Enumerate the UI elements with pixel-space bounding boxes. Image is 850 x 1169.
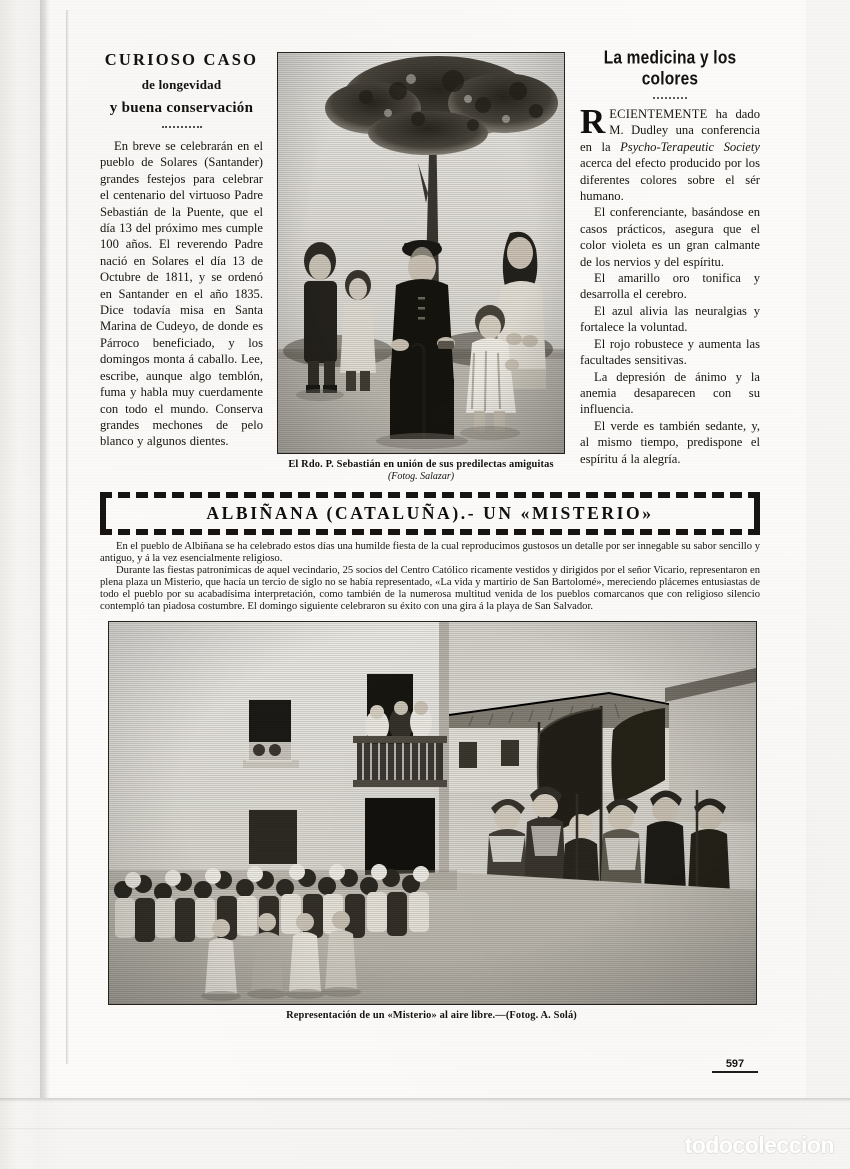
right-article-title: La medicina y los colores [603,48,737,90]
photo-misterio [108,621,757,1005]
caption-text: Representación de un «Misterio» al aire libre.—(Fotog. A. Solá) [286,1010,577,1022]
balcony-figures [365,701,432,742]
sheet-bottom-edge [0,1098,850,1102]
left-heading-line1: CURIOSO CASO [104,50,259,69]
photo-priest-caption [277,459,565,482]
photo-priest-image [278,53,565,453]
left-article-paragraph: En breve se celebrarán en el pueblo de Solares (Santander) grandes festejos para celebrar el centenario del virtuoso Padre Sebastián de la Puente, que el día 13 del próximo mes cumple 100 años. El reverendo Padre nació en Solares el día 13 de Octubre de 1811, y se ordenó en Santander en el año 1835. Dice todavía misa en Santa Marina de Cudeyo, de donde es Párroco beneficiado, y los domingos monta á caballo. Lee, escribe, aunque algo temblón, fuma y habla muy cuerdamente con todo el mundo. Conserva grandes mechones de pelo blanco y algunos dientes. [100,139,263,449]
ornament-rule [162,126,202,128]
photo-misterio-image [109,622,756,1004]
page-number-rule [712,1071,758,1073]
right-paragraph: El amarillo oro tonifica y desarrolla el cerebro. [580,271,760,302]
right-article-body [580,102,760,467]
left-article-body [100,138,263,450]
left-column [100,46,263,450]
page-number [712,1058,758,1073]
figure-child-behind [340,270,376,391]
section-banner-title: ALBIÑANA (CATALUÑA).- UN «MISTERIO» [206,503,654,523]
right-column [580,46,760,467]
left-heading-line2: de longevidad [141,77,222,92]
left-heading-line3: y buena conservación [109,100,254,116]
page-content [100,46,760,1070]
watermark: todocoleccion [684,1132,834,1158]
lead-smallcaps: ECIENTEMENTE [609,107,708,121]
top-section [100,46,760,486]
right-paragraph: El azul alivia las neuralgias y fortalece la voluntad. [580,303,760,335]
drop-cap: R [580,102,606,141]
right-paragraph: El verde es también sedante, y, al mismo tiempo, predispone el espíritu á la alegría. [580,418,760,466]
photo-priest-block [277,52,565,482]
caption-text: El Rdo. P. Sebastián en unión de sus predilectas amiguitas [288,459,554,470]
right-paragraph: El rojo robustece y aumenta las facultades sensitivas. [580,336,760,368]
ornament-rule-2 [653,97,687,99]
albinana-paragraph: Durante las fiestas patronímicas de aquel vecindario, 25 socios del Centro Católico ricamente vestidos y dirigidos por el señor Vicario, representaron en plena plaza un Misterio, que hacía un tercio de siglo no se había representado, «La vida y martirio de San Bartolomé», mereciendo plácemes entusiastas de todo el pueblo por su acabadísima interpretación, como también de la numerosa multitud venida de los pueblos comarcanos que con religioso silencio contempló tan piadosa costumbre. El domingo siguiente celebraron su éxito con una gira á la playa de San Salvador. [100,564,760,612]
section-banner [100,492,760,535]
watermark-rule [0,1128,850,1129]
photo-priest [277,52,565,454]
albinana-paragraph: En el pueblo de Albiñana se ha celebrado estos días una humilde fiesta de la cual reproducimos gustosos un detalle por ser innegable su sabor sencillo y antiguo, y á la vez esencialmente religioso. [100,541,760,564]
albinana-article [100,541,760,612]
lead-rest: ha dado M. Dudley una conferencia en la [580,107,760,154]
photo-misterio-caption [108,1010,755,1021]
right-paragraph: El conferenciante, basándose en casos prácticos, asegura que el color violeta es un gran calmante de los nervios y del espíritu. [580,205,760,269]
photo-misterio-block [100,621,760,1021]
right-article-lead [580,102,760,204]
caption-credit: (Fotog. Salazar) [387,471,455,482]
lead-italic: Psycho-Terapeutic Society [620,139,760,154]
page-number-value: 597 [725,1058,745,1070]
right-paragraph: La depresión de ánimo y la anemia desaparecen con su influencia. [580,369,760,417]
lead-tail: acerca del efecto producido por los diferentes colores sobre el sér humano. [580,156,760,204]
